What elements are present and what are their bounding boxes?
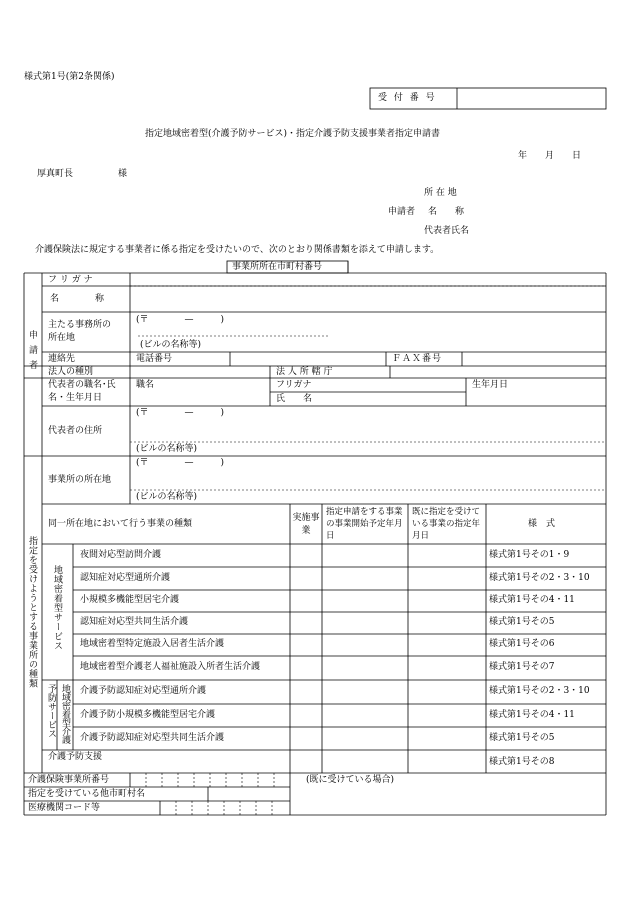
service-implementation-checkbox[interactable] bbox=[291, 613, 321, 633]
application-date[interactable]: 年 月 日 bbox=[518, 151, 582, 161]
addressee: 厚真町長 bbox=[37, 169, 74, 179]
service-name: 介護予防認知症対応型通所介護 bbox=[80, 686, 207, 696]
rep-postal[interactable]: (〒 — ) bbox=[136, 408, 225, 418]
office-location-label: 事業所の所在地 bbox=[48, 475, 112, 485]
service-name: 介護予防認知症対応型共同生活介護 bbox=[80, 733, 225, 743]
applicant-address-label: 所 在 地 bbox=[424, 188, 457, 198]
service-form: 様式第1号その8 bbox=[489, 757, 555, 767]
page-title: 指定地域密着型(介護予防サービス)・指定介護予防支援事業者指定申請書 bbox=[145, 129, 441, 139]
phone-label: 電話番号 bbox=[136, 354, 173, 364]
municipality-number-field[interactable] bbox=[349, 261, 409, 273]
applicant-section-label: 申請者 bbox=[27, 330, 37, 375]
insurer-number-field[interactable] bbox=[131, 774, 289, 786]
receipt-label: 受 付 番 号 bbox=[378, 93, 437, 103]
service-name: 認知症対応型共同生活介護 bbox=[80, 617, 189, 627]
service-name: 地域密着型介護老人福祉施設入所者生活介護 bbox=[80, 662, 261, 672]
municipality-number-label: 事業所所在市町村番号 bbox=[232, 262, 323, 272]
rep-title-label-1: 代表者の職名･氏 bbox=[48, 380, 116, 390]
rep-name-label: 代表者氏名 bbox=[424, 226, 470, 236]
fax-label: ＦＡＸ番号 bbox=[392, 354, 443, 364]
service-form: 様式第1号その1・9 bbox=[489, 550, 570, 560]
facility-section-label: 指定を受けようとする事業所の種類 bbox=[27, 536, 37, 688]
birth-date-label: 生年月日 bbox=[472, 380, 509, 390]
applicant-name-label: 名 称 bbox=[428, 207, 465, 217]
start-date-header: 指定申請をする事業の事業開始予定年月日 bbox=[326, 507, 403, 541]
fax-field[interactable] bbox=[463, 353, 605, 365]
insurer-number-note: (既に受けている場合) bbox=[306, 775, 395, 785]
corp-type-field[interactable] bbox=[131, 367, 269, 377]
rep-fullname-label: 氏 名 bbox=[276, 394, 313, 404]
main-office-building[interactable]: (ビルの名称等) bbox=[140, 340, 202, 350]
main-office-label-2: 所在地 bbox=[48, 333, 76, 343]
service-implementation-checkbox[interactable] bbox=[291, 728, 321, 749]
other-municipality-label: 指定を受けている他市町村名 bbox=[28, 789, 146, 799]
community-service-group-label: 地域密着型サービス bbox=[52, 565, 62, 651]
service-form: 様式第1号その4・11 bbox=[489, 710, 575, 720]
existing-date-header: 既に指定を受けている事業の指定年月日 bbox=[412, 507, 481, 541]
medical-code-label: 医療機関コード等 bbox=[28, 803, 101, 813]
corp-authority-label: 法 人 所 轄 庁 bbox=[276, 367, 333, 377]
furigana-field[interactable] bbox=[131, 274, 605, 285]
contact-label: 連絡先 bbox=[48, 354, 76, 364]
service-implementation-checkbox[interactable] bbox=[291, 657, 321, 679]
corp-type-label: 法人の種別 bbox=[48, 367, 94, 377]
service-name: 介護予防小規模多機能型居宅介護 bbox=[80, 710, 216, 720]
corp-name-label: 名 称 bbox=[50, 294, 105, 304]
main-office-label-1: 主たる事務所の bbox=[48, 320, 112, 330]
other-municipality-field[interactable] bbox=[209, 788, 289, 800]
main-office-postal[interactable]: (〒 — ) bbox=[136, 315, 225, 325]
service-implementation-checkbox[interactable] bbox=[291, 681, 321, 703]
job-title-label: 職名 bbox=[136, 380, 155, 390]
service-implementation-checkbox[interactable] bbox=[291, 591, 321, 611]
insurer-number-label: 介護保険事業所番号 bbox=[28, 775, 110, 785]
rep-title-label-2: 名・生年月日 bbox=[48, 393, 103, 403]
form-header: 様 式 bbox=[528, 519, 556, 529]
office-building[interactable]: (ビルの名称等) bbox=[136, 492, 198, 502]
service-name: 介護予防支援 bbox=[48, 752, 103, 762]
service-form: 様式第1号その5 bbox=[489, 617, 555, 627]
office-postal[interactable]: (〒 — ) bbox=[136, 458, 225, 468]
corp-name-field[interactable] bbox=[131, 287, 605, 311]
medical-code-field[interactable] bbox=[161, 802, 289, 814]
form-number: 様式第1号(第2条関係) bbox=[24, 72, 115, 82]
service-implementation-checkbox[interactable] bbox=[291, 568, 321, 589]
service-name: 夜間対応型訪問介護 bbox=[80, 550, 162, 560]
application-statement: 介護保険法に規定する事業者に係る指定を受けたいので、次のとおり関係書類を添えて申請します。 bbox=[35, 245, 440, 255]
service-form: 様式第1号その4・11 bbox=[489, 595, 575, 605]
service-name: 地域密着型特定施設入居者生活介護 bbox=[80, 639, 225, 649]
service-type-header: 同一所在地において行う事業の種類 bbox=[48, 519, 193, 529]
service-implementation-checkbox[interactable] bbox=[291, 635, 321, 655]
service-implementation-checkbox[interactable] bbox=[291, 545, 321, 566]
prevention-group-label-2: 地域密着型介護 bbox=[60, 684, 70, 744]
service-form: 様式第1号その7 bbox=[489, 662, 555, 672]
rep-furigana-label: フリガナ bbox=[276, 380, 312, 390]
corp-authority-field[interactable] bbox=[391, 367, 605, 377]
prevention-group-label: 予防サービス bbox=[46, 684, 56, 738]
service-implementation-checkbox[interactable] bbox=[291, 751, 321, 772]
service-form: 様式第1号その2・3・10 bbox=[489, 686, 590, 696]
service-form: 様式第1号その5 bbox=[489, 733, 555, 743]
phone-field[interactable] bbox=[231, 353, 385, 365]
receipt-number-field[interactable] bbox=[458, 89, 605, 108]
service-form: 様式第1号その6 bbox=[489, 639, 555, 649]
furigana-label: フ リ ガ ナ bbox=[48, 275, 93, 285]
rep-address-label: 代表者の住所 bbox=[48, 426, 103, 436]
applicant-label: 申請者 bbox=[388, 207, 416, 217]
implementation-header: 実施事業 bbox=[292, 513, 320, 536]
addressee-honorific: 様 bbox=[118, 169, 128, 179]
service-name: 小規模多機能型居宅介護 bbox=[80, 595, 180, 605]
service-name: 認知症対応型通所介護 bbox=[80, 573, 171, 583]
service-form: 様式第1号その2・3・10 bbox=[489, 573, 590, 583]
service-implementation-checkbox[interactable] bbox=[291, 705, 321, 726]
rep-building[interactable]: (ビルの名称等) bbox=[136, 444, 198, 454]
